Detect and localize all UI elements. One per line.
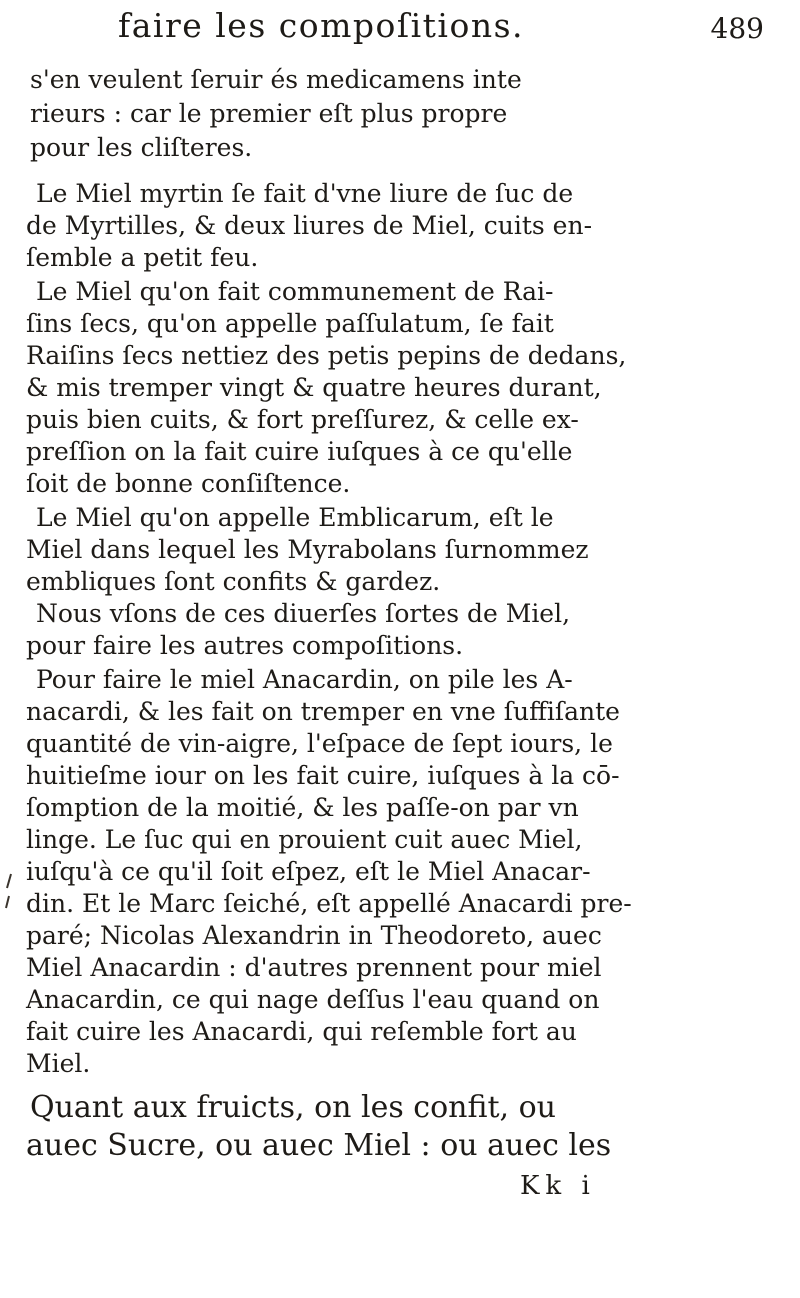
text-line: & mis tremper vingt & quatre heures durant,: [26, 373, 602, 402]
text-line: fait cuire les Anacardi, qui reſemble fort au: [26, 1017, 577, 1046]
text-line: Raiſins ſecs nettiez des petis pepins de dedans,: [26, 341, 627, 370]
text-line: Le Miel qu'on fait communement de Rai-: [36, 277, 554, 306]
text-line: ſomption de la moitié, & les paſſe-on par vn: [26, 793, 579, 822]
text-line: rieurs : car le premier eſt plus propre: [30, 99, 508, 128]
text-line: Nous vſons de ces diuerſes ſortes de Miel,: [36, 599, 571, 628]
text-line: pour faire les autres compoſitions.: [26, 631, 464, 660]
page-number: 489: [710, 12, 764, 45]
running-head-title: faire les compoſitions.: [118, 6, 525, 45]
text-line: s'en veulent ſeruir és medicamens inte: [30, 65, 522, 94]
running-head: [30, 6, 790, 56]
text-line: de Myrtilles, & deux liures de Miel, cuits en-: [26, 211, 593, 240]
text-line: Miel.: [26, 1049, 91, 1078]
text-line: iuſqu'à ce qu'il ſoit eſpez, eſt le Miel Anacar-: [26, 857, 591, 886]
closing-line: Quant aux fruicts, on les confit, ou: [30, 1090, 556, 1125]
text-line: puis bien cuits, & fort preſſurez, & celle ex-: [26, 405, 579, 434]
margin-stroke-icon: [2, 872, 14, 912]
text-line: din. Et le Marc ſeiché, eſt appellé Anacardi pre-: [26, 889, 632, 918]
text-line: embliques ſont confits & gardez.: [26, 567, 441, 596]
text-line: Pour faire le miel Anacardin, on pile les A-: [36, 665, 573, 694]
text-line: ſemble a petit feu.: [26, 243, 259, 272]
text-line: nacardi, & les fait on tremper en vne ſuffiſante: [26, 697, 620, 726]
text-line: huitieſme iour on les fait cuire, iuſques à la cō-: [26, 761, 620, 790]
closing-line: auec Sucre, ou auec Miel : ou auec les: [26, 1128, 612, 1163]
text-line: paré; Nicolas Alexandrin in Theodoreto, auec: [26, 921, 602, 950]
text-line: ſoit de bonne conſiſtence.: [26, 469, 351, 498]
text-line: Miel dans lequel les Myrabolans ſurnommez: [26, 535, 589, 564]
signature-mark: Kk i: [520, 1171, 596, 1201]
text-line: linge. Le ſuc qui en prouient cuit auec Miel,: [26, 825, 583, 854]
text-line: Le Miel myrtin ſe fait d'vne liure de ſuc de: [36, 179, 574, 208]
text-line: ſins ſecs, qu'on appelle paſſulatum, ſe fait: [26, 309, 554, 338]
text-line: Anacardin, ce qui nage deſſus l'eau quand on: [26, 985, 600, 1014]
text-line: pour les cliſteres.: [30, 133, 253, 162]
text-line: preſſion on la fait cuire iuſques à ce qu'elle: [26, 437, 573, 466]
text-line: quantité de vin-aigre, l'eſpace de ſept iours, le: [26, 729, 613, 758]
text-line: Le Miel qu'on appelle Emblicarum, eſt le: [36, 503, 554, 532]
text-line: Miel Anacardin : d'autres prennent pour miel: [26, 953, 602, 982]
